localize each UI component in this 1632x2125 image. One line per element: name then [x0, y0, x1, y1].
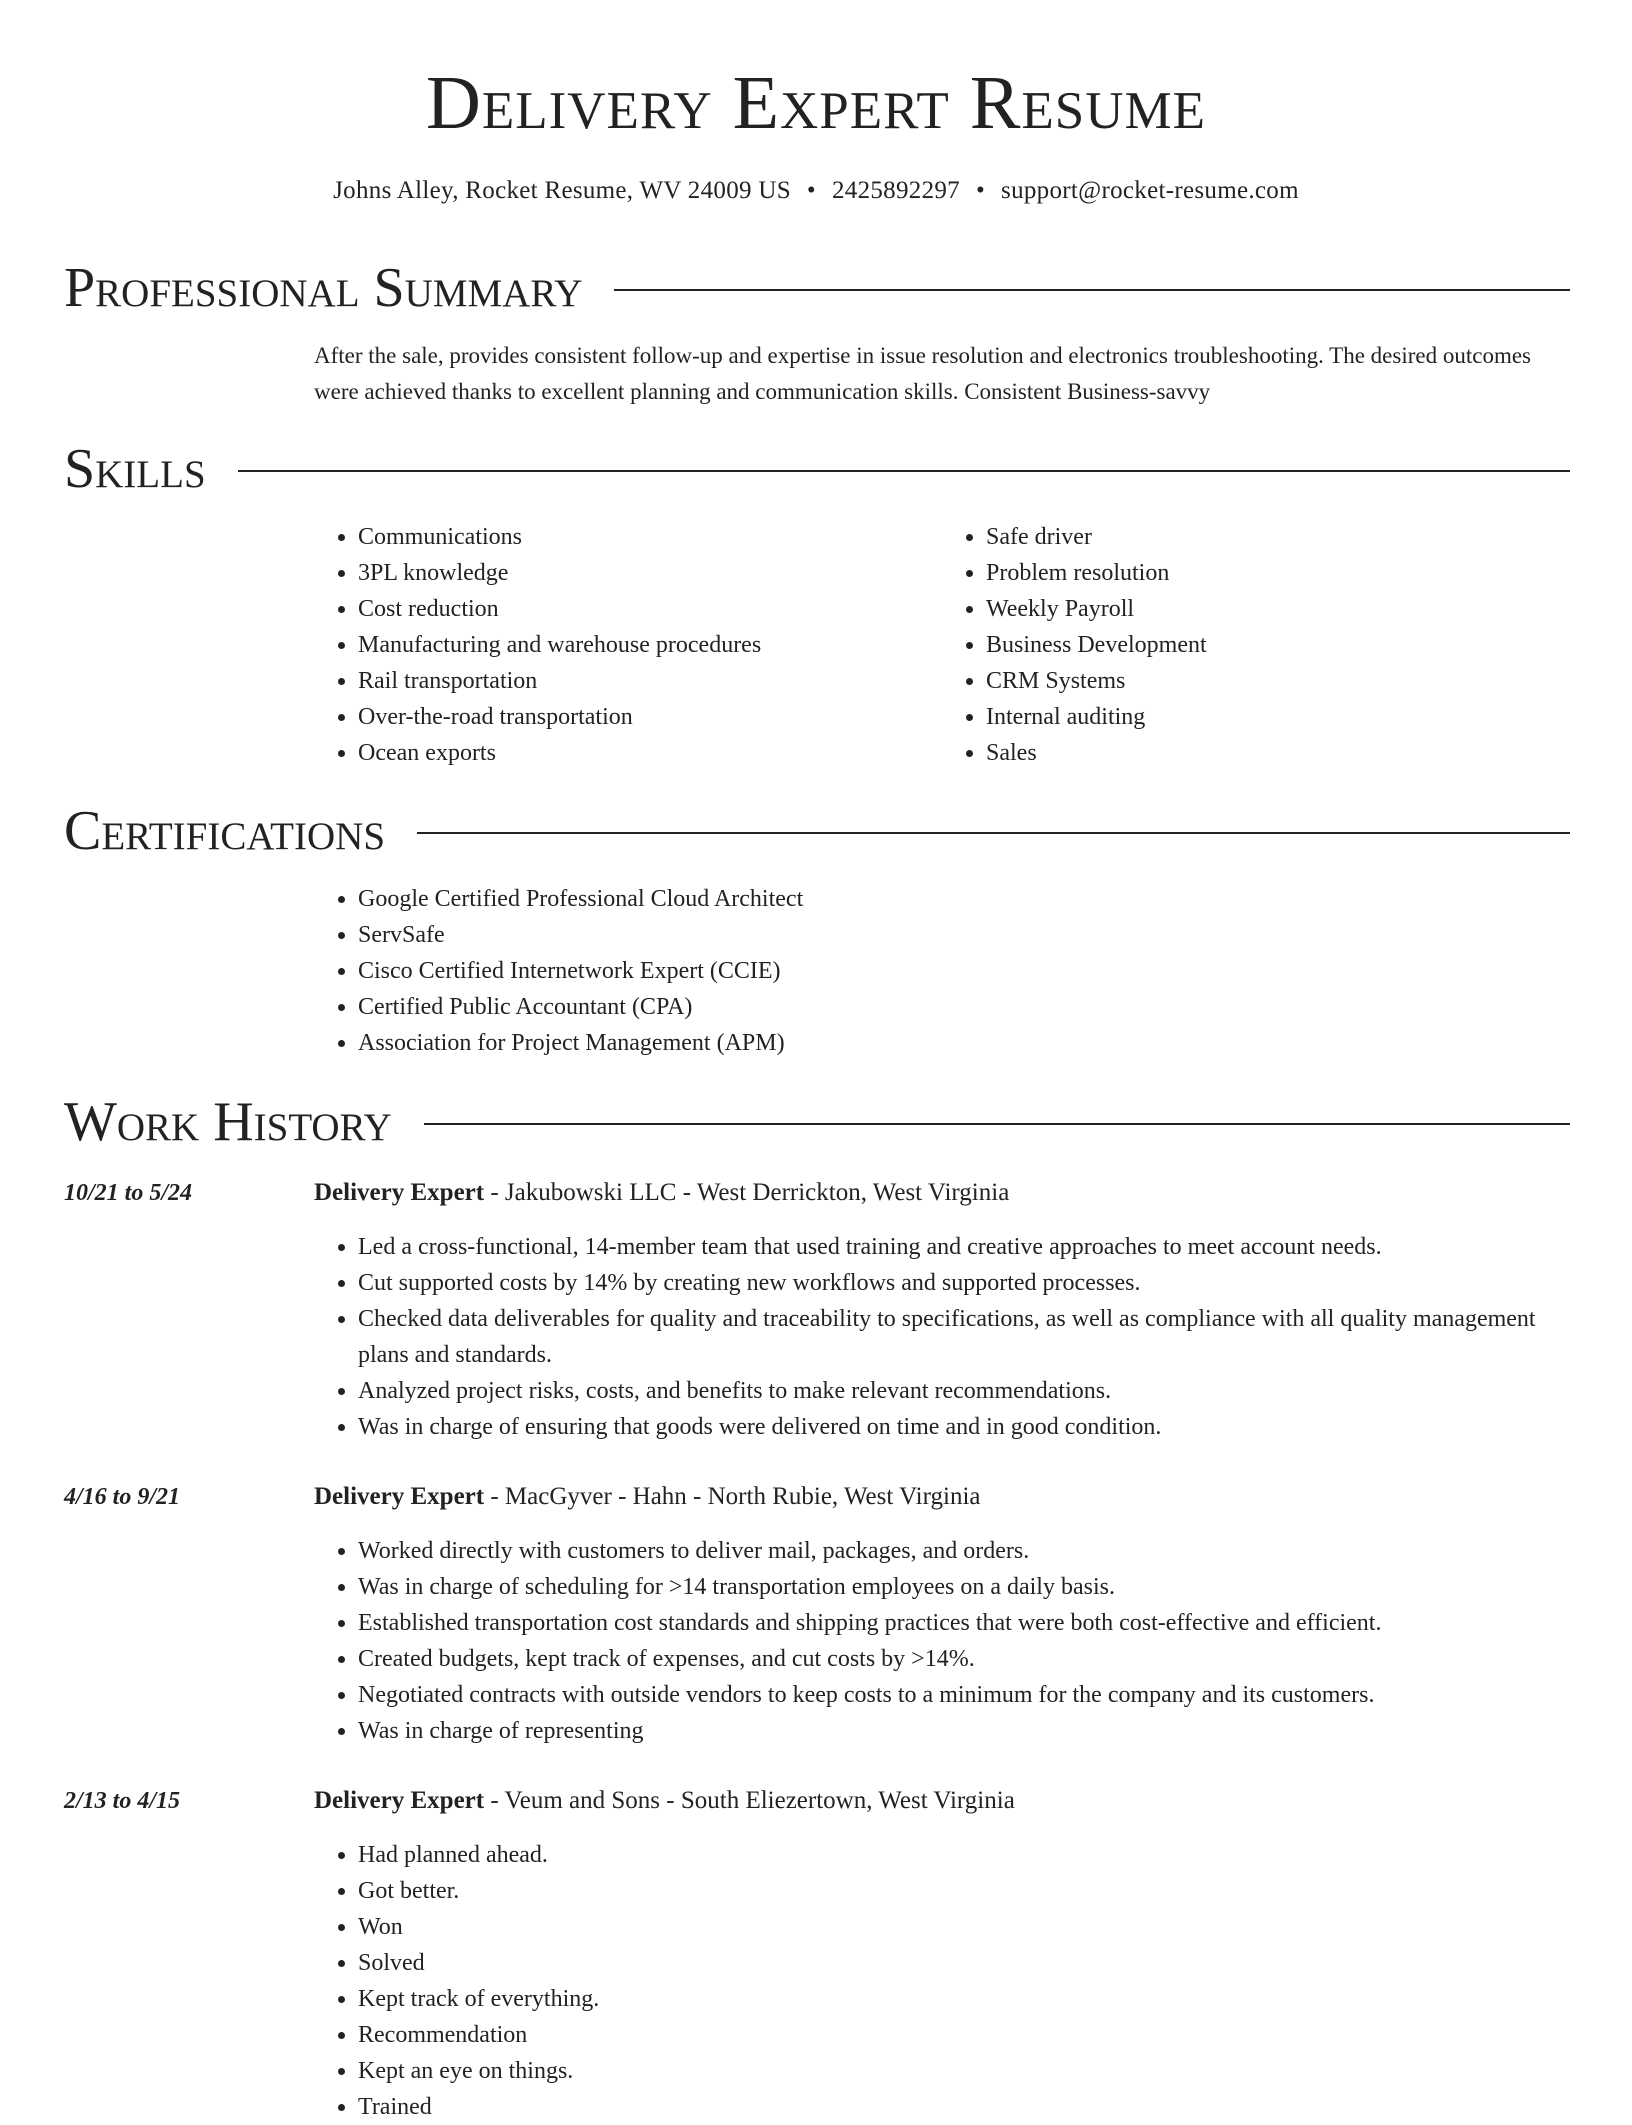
list-item: • Established transportation cost standards and shipping practices that were both cost-effective and efficient.: [358, 1605, 1570, 1641]
list-item: • Had planned ahead.: [358, 1837, 1570, 1873]
list-item: • Won: [358, 1909, 1570, 1945]
list-item: • Rail transportation: [358, 663, 942, 699]
list-item: • Was in charge of representing: [358, 1713, 1570, 1749]
job-bullets: [314, 1533, 1570, 1749]
skills-columns: [314, 519, 1570, 771]
list-item: • Over-the-road transportation: [358, 699, 942, 735]
contact-separator: •: [806, 177, 816, 204]
skills-section-header: [64, 437, 1570, 501]
contact-email: support@rocket-resume.com: [1001, 177, 1299, 204]
summary-text: After the sale, provides consistent follow-up and expertise in issue resolution and electronics troubleshooting. The desired outcomes were achieved thanks to excellent planning and communication skills. Consistent Business-savvy: [314, 343, 1532, 404]
job-employer: - Jakubowski LLC - West Derrickton, West Virginia: [484, 1179, 1010, 1206]
job-dates: 10/21 to 5/24: [64, 1180, 193, 1206]
job-employer: - Veum and Sons - South Eliezertown, West Virginia: [484, 1787, 1015, 1814]
contact-line: [0, 174, 1632, 208]
list-item: • Problem resolution: [986, 555, 1570, 591]
job-bullet-list: [314, 1229, 1570, 1445]
list-item: • Checked data deliverables for quality and traceability to specifications, as well as compliance with all quality management plans and standards.: [358, 1301, 1570, 1373]
list-item: • Created budgets, kept track of expenses, and cut costs by >14%.: [358, 1641, 1570, 1677]
list-item: • Trained: [358, 2089, 1570, 2125]
job-title-line: [314, 1784, 1570, 1818]
job-role: Delivery Expert: [314, 1179, 485, 1206]
skills-list-left: [314, 519, 942, 771]
list-item: • Safe driver: [986, 519, 1570, 555]
job-role: Delivery Expert: [314, 1483, 485, 1510]
certifications-section-header: [64, 799, 1570, 863]
list-item: • Recommendation: [358, 2017, 1570, 2053]
contact-phone: 2425892297: [831, 177, 960, 204]
list-item: • Weekly Payroll: [986, 591, 1570, 627]
certifications-heading: Certifications: [64, 799, 417, 863]
list-item: • Communications: [358, 519, 942, 555]
list-item: • Association for Project Management (APM): [358, 1025, 1570, 1061]
job-dates: 4/16 to 9/21: [64, 1484, 181, 1510]
list-item: • Cisco Certified Internetwork Expert (CCIE): [358, 953, 1570, 989]
list-item: • 3PL knowledge: [358, 555, 942, 591]
section-divider: [64, 470, 1570, 472]
skills-heading: Skills: [64, 437, 238, 501]
list-item: • Analyzed project risks, costs, and benefits to make relevant recommendations.: [358, 1373, 1570, 1409]
summary-heading: Professional Summary: [64, 256, 614, 320]
list-item: • Worked directly with customers to deliver mail, packages, and orders.: [358, 1533, 1570, 1569]
list-item: • Kept track of everything.: [358, 1981, 1570, 2017]
work-section-header: [64, 1090, 1570, 1154]
list-item: • Cost reduction: [358, 591, 942, 627]
list-item: • Kept an eye on things.: [358, 2053, 1570, 2089]
job-title-line: [314, 1480, 1570, 1514]
skills-list-right: [942, 519, 1570, 771]
list-item: • Sales: [986, 735, 1570, 771]
list-item: • Ocean exports: [358, 735, 942, 771]
list-item: • Solved: [358, 1945, 1570, 1981]
list-item: • Manufacturing and warehouse procedures: [358, 627, 942, 663]
resume-title: Delivery Expert Resume: [425, 61, 1207, 145]
list-item: • CRM Systems: [986, 663, 1570, 699]
job-bullets: [314, 1837, 1570, 2125]
job-bullet-list: [314, 1837, 1570, 2125]
job-dates: 2/13 to 4/15: [64, 1788, 181, 1814]
list-item: • Certified Public Accountant (CPA): [358, 989, 1570, 1025]
list-item: • Business Development: [986, 627, 1570, 663]
certifications-list: [314, 881, 1570, 1061]
job-role: Delivery Expert: [314, 1787, 485, 1814]
job-employer: - MacGyver - Hahn - North Rubie, West Virginia: [484, 1483, 981, 1510]
list-item: • ServSafe: [358, 917, 1570, 953]
list-item: • Negotiated contracts with outside vendors to keep costs to a minimum for the company and its customers.: [358, 1677, 1570, 1713]
work-heading: Work History: [64, 1090, 424, 1154]
list-item: • Was in charge of scheduling for >14 transportation employees on a daily basis.: [358, 1569, 1570, 1605]
contact-separator: •: [975, 177, 986, 204]
job-bullets: [314, 1229, 1570, 1445]
list-item: • Google Certified Professional Cloud Architect: [358, 881, 1570, 917]
list-item: • Led a cross-functional, 14-member team that used training and creative approaches to meet account needs.: [358, 1229, 1570, 1265]
summary-section-header: [64, 256, 1570, 320]
job-title-line: [314, 1176, 1570, 1210]
list-item: • Was in charge of ensuring that goods were delivered on time and in good condition.: [358, 1409, 1570, 1445]
job-bullet-list: [314, 1533, 1570, 1749]
list-item: • Got better.: [358, 1873, 1570, 1909]
contact-address: Johns Alley, Rocket Resume, WV 24009 US: [333, 177, 791, 204]
list-item: • Cut supported costs by 14% by creating new workflows and supported processes.: [358, 1265, 1570, 1301]
certifications-block: [314, 881, 1570, 1061]
list-item: • Internal auditing: [986, 699, 1570, 735]
